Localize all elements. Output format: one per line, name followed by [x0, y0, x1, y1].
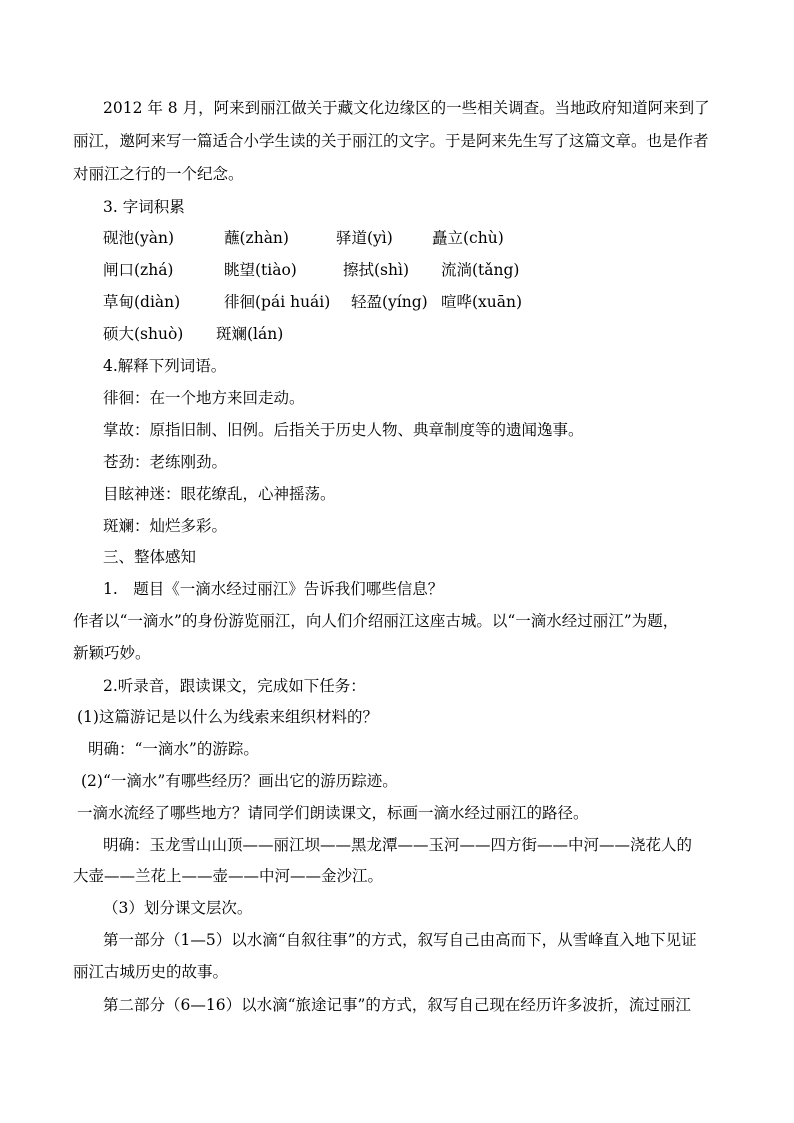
definition-4: 目眩神迷：眼花缭乱，心神摇荡。	[103, 485, 336, 503]
part-1-line-2: 丽江古城历史的故事。	[73, 963, 229, 981]
definition-1: 徘徊：在一个地方来回走动。	[103, 389, 305, 407]
vocab-item: 斑斓(lán)	[216, 325, 284, 343]
definition-2: 掌故：原指旧制、旧例。后指关于历史人物、典章制度等的遗闻逸事。	[103, 421, 584, 439]
vocab-item: 擦拭(shì)	[343, 261, 409, 279]
vocab-item: 砚池(yàn)	[103, 229, 175, 247]
intro-paragraph-line-1: 2012 年 8 月，阿来到丽江做关于藏文化边缘区的一些相关调查。当地政府知道阿来到了	[103, 99, 710, 117]
vocab-item: 驿道(yì)	[336, 229, 393, 247]
part-3-heading: 三、整体感知	[103, 548, 197, 566]
vocab-item: 矗立(chù)	[432, 229, 504, 247]
vocab-item: 喧哗(xuān)	[441, 293, 523, 311]
part-1-line-1: 第一部分（1—5）以水滴“自叙往事”的方式，叙写自己由高而下，从雪峰直入地下见证	[103, 931, 697, 949]
answer-1-line-1: 作者以“一滴水”的身份游览丽江，向人们介绍丽江这座古城。以“一滴水经过丽江”为题，	[73, 612, 679, 630]
answer-2-2-line-1: 明确：玉龙雪山山顶——丽江坝——黑龙潭——玉河——四方街——中河——浇花人的	[103, 836, 693, 854]
vocab-item: 蘸(zhàn)	[224, 229, 289, 247]
section-3-heading: 3. 字词积累	[103, 198, 185, 216]
vocab-item: 眺望(tiào)	[224, 261, 297, 279]
answer-2-1: 明确：“一滴水”的游踪。	[88, 740, 259, 758]
part-2-line-1: 第二部分（6—16）以水滴“旅途记事”的方式，叙写自己现在经历许多波折，流过丽江	[103, 996, 691, 1014]
question-2-1: (1)这篇游记是以什么为线索来组织材料的？	[77, 708, 378, 726]
vocab-item: 草甸(diàn)	[103, 293, 181, 311]
intro-paragraph-line-3: 对丽江之行的一个纪念。	[73, 165, 244, 183]
definition-3: 苍劲：老练刚劲。	[103, 453, 228, 471]
vocab-item: 流淌(tǎng)	[441, 261, 520, 279]
vocab-item: 徘徊(pái huái)	[224, 293, 331, 311]
question-2-3: （3）划分课文层次。	[103, 899, 253, 917]
answer-2-2-line-2: 大壶——兰花上——壶——中河——金沙江。	[73, 867, 384, 885]
question-2: 2.听录音，跟读课文，完成如下任务：	[103, 677, 366, 695]
vocab-item: 闸口(zhá)	[103, 261, 174, 279]
question-2-2: (2)“一滴水”有哪些经历？画出它的游历踪迹。	[81, 772, 398, 790]
intro-paragraph-line-2: 丽江，邀阿来写一篇适合小学生读的关于丽江的文字。于是阿来先生写了这篇文章。也是作者	[73, 132, 709, 150]
answer-1-line-2: 新颖巧妙。	[73, 644, 151, 662]
definition-5: 斑斓：灿烂多彩。	[103, 517, 228, 535]
question-2-2-task: 一滴水流经了哪些地方？请同学们朗读课文，标画一滴水经过丽江的路径。	[77, 804, 589, 822]
question-1: 1. 题目《一滴水经过丽江》告诉我们哪些信息？	[103, 580, 444, 598]
vocab-item: 轻盈(yíng)	[351, 293, 428, 311]
section-4-heading: 4.解释下列词语。	[103, 357, 227, 375]
vocab-item: 硕大(shuò)	[103, 325, 184, 343]
